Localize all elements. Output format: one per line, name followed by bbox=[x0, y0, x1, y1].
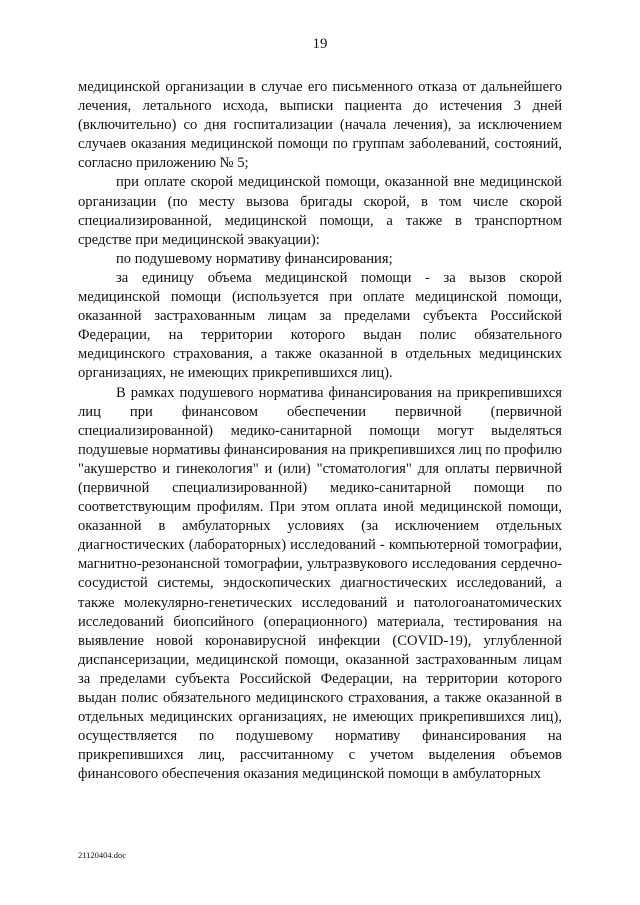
paragraph-4: за единицу объема медицинской помощи - за вызов скорой медицинской помощи (используется при оплате медицинской помощи, оказанной застрахованным лицам за пределами субъекта Российской Федерации, на территории которого выдан полис обязательного медицинского страхования, а также оказанной в отдельных медицинских организациях, не имеющих прикрепившихся лиц). bbox=[78, 269, 562, 382]
document-body bbox=[78, 78, 562, 784]
footer-file-code: 21120404.doc bbox=[78, 850, 127, 860]
page-number: 19 bbox=[312, 36, 328, 52]
paragraph-3: по подушевому нормативу финансирования; bbox=[116, 250, 393, 267]
paragraph-2: при оплате скорой медицинской помощи, оказанной вне медицинской организации (по месту вызова бригады скорой, в том числе скорой специализированной, медицинской помощи, а также в транспортном средстве при медицинской эвакуации): bbox=[78, 174, 562, 248]
paragraph-5: В рамках подушевого норматива финансирования на прикрепившихся лиц при финансовом обеспечении первичной (первичной специализированной) медико-санитарной помощи могут выделяться подушевые нормативы финансирования на прикрепившихся лиц по профилю "акушерство и гинекология" и (или) "стоматология" для оплаты первичной (первичной специализированной) медико-санитарной помощи по соответствующим профилям. При этом оплата иной медицинской помощи, оказанной в амбулаторных условиях (за исключением отдельных диагностических (лабораторных) исследований - компьютерной томографии, магнитно-резонансной томографии, ультразвукового исследования сердечно-сосудистой системы, эндоскопических диагностических исследований, а также молекулярно-генетических исследований и патологоанатомических исследований биопсийного (операционного) материала, тестирования на выявление новой коронавирусной инфекции (COVID-19), углубленной диспансеризации, медицинской помощи, оказанной застрахованным лицам за пределами субъекта Российской Федерации, на территории которого выдан полис обязательного медицинского страхования, а также оказанной в отдельных медицинских организациях, не имеющих прикрепившихся лиц), осуществляется по подушевому нормативу финансирования на прикрепившихся лиц, рассчитанному с учетом выделения объемов финансового обеспечения оказания медицинской помощи в амбулаторных bbox=[78, 384, 562, 783]
paragraph-1: медицинской организации в случае его письменного отказа от дальнейшего лечения, летального исхода, выписки пациента до истечения 3 дней (включительно) со дня госпитализации (начала лечения), за исключением случаев оказания медицинской помощи по группам заболеваний, состояний, согласно приложению № 5; bbox=[78, 79, 562, 172]
